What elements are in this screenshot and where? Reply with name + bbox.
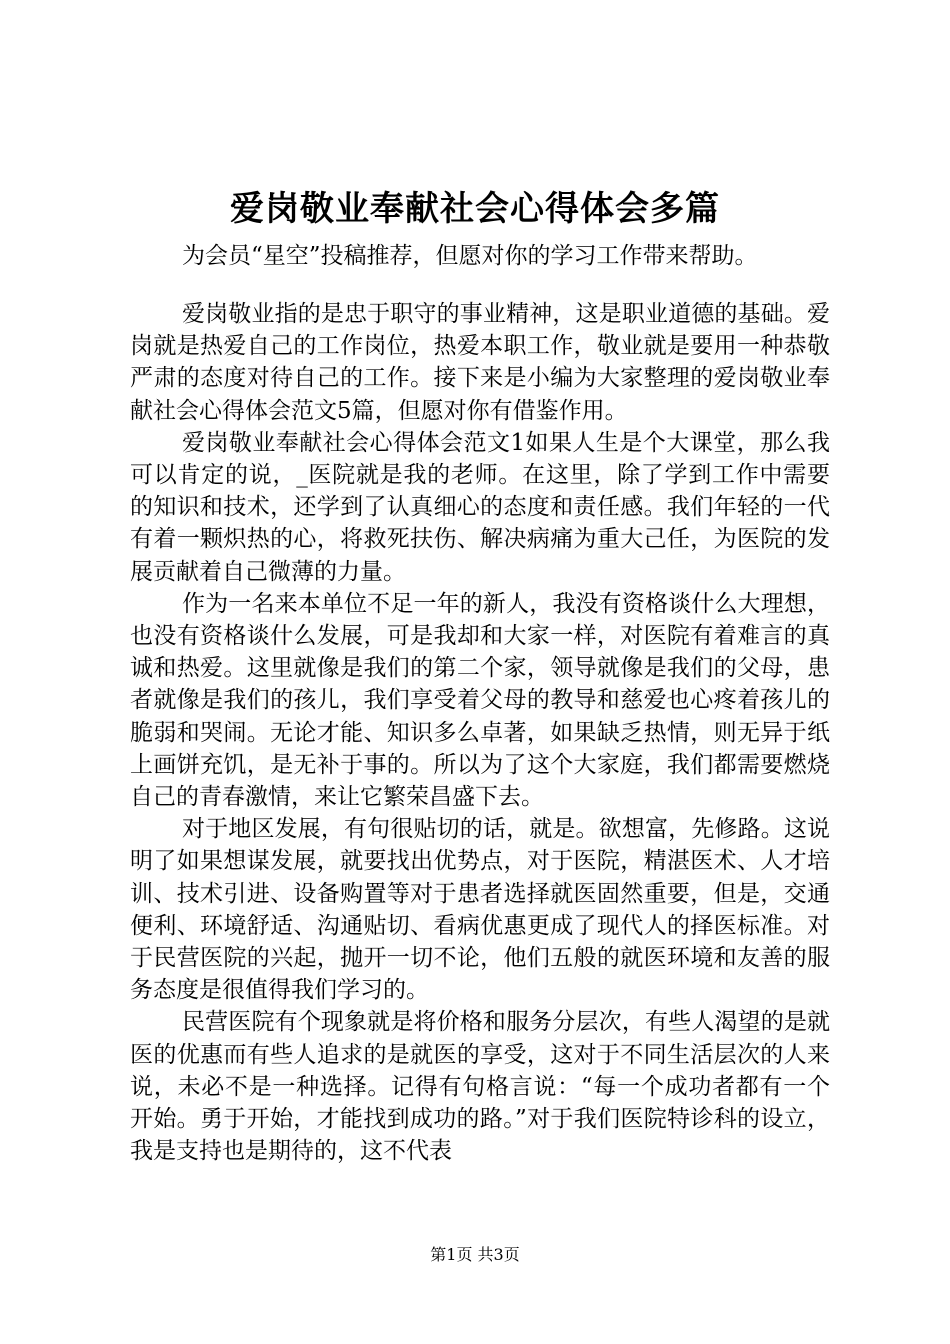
document-subtitle: 为会员“星空”投稿推荐，但愿对你的学习工作带来帮助。 [182, 243, 758, 269]
paragraph: 作为一名来本单位不足一年的新人，我没有资格谈什么大理想，也没有资格谈什么发展，可是我却和大家一样，对医院有着难言的真诚和热爱。这里就像是我们的第二个家，领导就像是我们的父母，患者就像是我们的孩儿，我们享受着父母的教导和慈爱也心疼着孩儿的脆弱和哭闹。无论才能、知识多么卓著，如果缺乏热情，则无异于纸上画饼充饥，是无补于事的。所以为了这个大家庭，我们都需要燃烧自己的青春激情，来让它繁荣昌盛下去。 [130, 590, 830, 811]
paragraph: 对于地区发展，有句很贴切的话，就是。欲想富，先修路。这说明了如果想谋发展，就要找出优势点，对于医院，精湛医术、人才培训、技术引进、设备购置等对于患者选择就医固然重要，但是，交通便利、环境舒适、沟通贴切、看病优惠更成了现代人的择医标准。对于民营医院的兴起，抛开一切不论，他们五般的就医环境和友善的服务态度是很值得我们学习的。 [130, 816, 830, 1004]
paragraph: 爱岗敬业奉献社会心得体会范文1如果人生是个大课堂，那么我可以肯定的说，_医院就是我的老师。在这里，除了学到工作中需要的知识和技术，还学到了认真细心的态度和责任感。我们年轻的一代有着一颗炽热的心，将救死扶伤、解决病痛为重大己任，为医院的发展贡献着自己微薄的力量。 [130, 429, 830, 585]
paragraph: 爱岗敬业指的是忠于职守的事业精神，这是职业道德的基础。爱岗就是热爱自己的工作岗位，热爱本职工作，敬业就是要用一种恭敬严肃的态度对待自己的工作。接下来是小编为大家整理的爱岗敬业奉献社会心得体会范文5篇，但愿对你有借鉴作用。 [130, 301, 830, 424]
document-body [130, 298, 830, 1167]
paragraph: 民营医院有个现象就是将价格和服务分层次，有些人渴望的是就医的优惠而有些人追求的是就医的享受，这对于不同生活层次的人来说，未必不是一种选择。记得有句格言说：“每一个成功者都有一个开始。勇于开始，才能找到成功的路。”对于我们医院特诊科的设立，我是支持也是期待的，这不代表 [130, 1009, 830, 1165]
document-title: 爱岗敬业奉献社会心得体会多篇 [230, 189, 720, 229]
page-number-footer: 第1页 共3页 [430, 1245, 520, 1264]
